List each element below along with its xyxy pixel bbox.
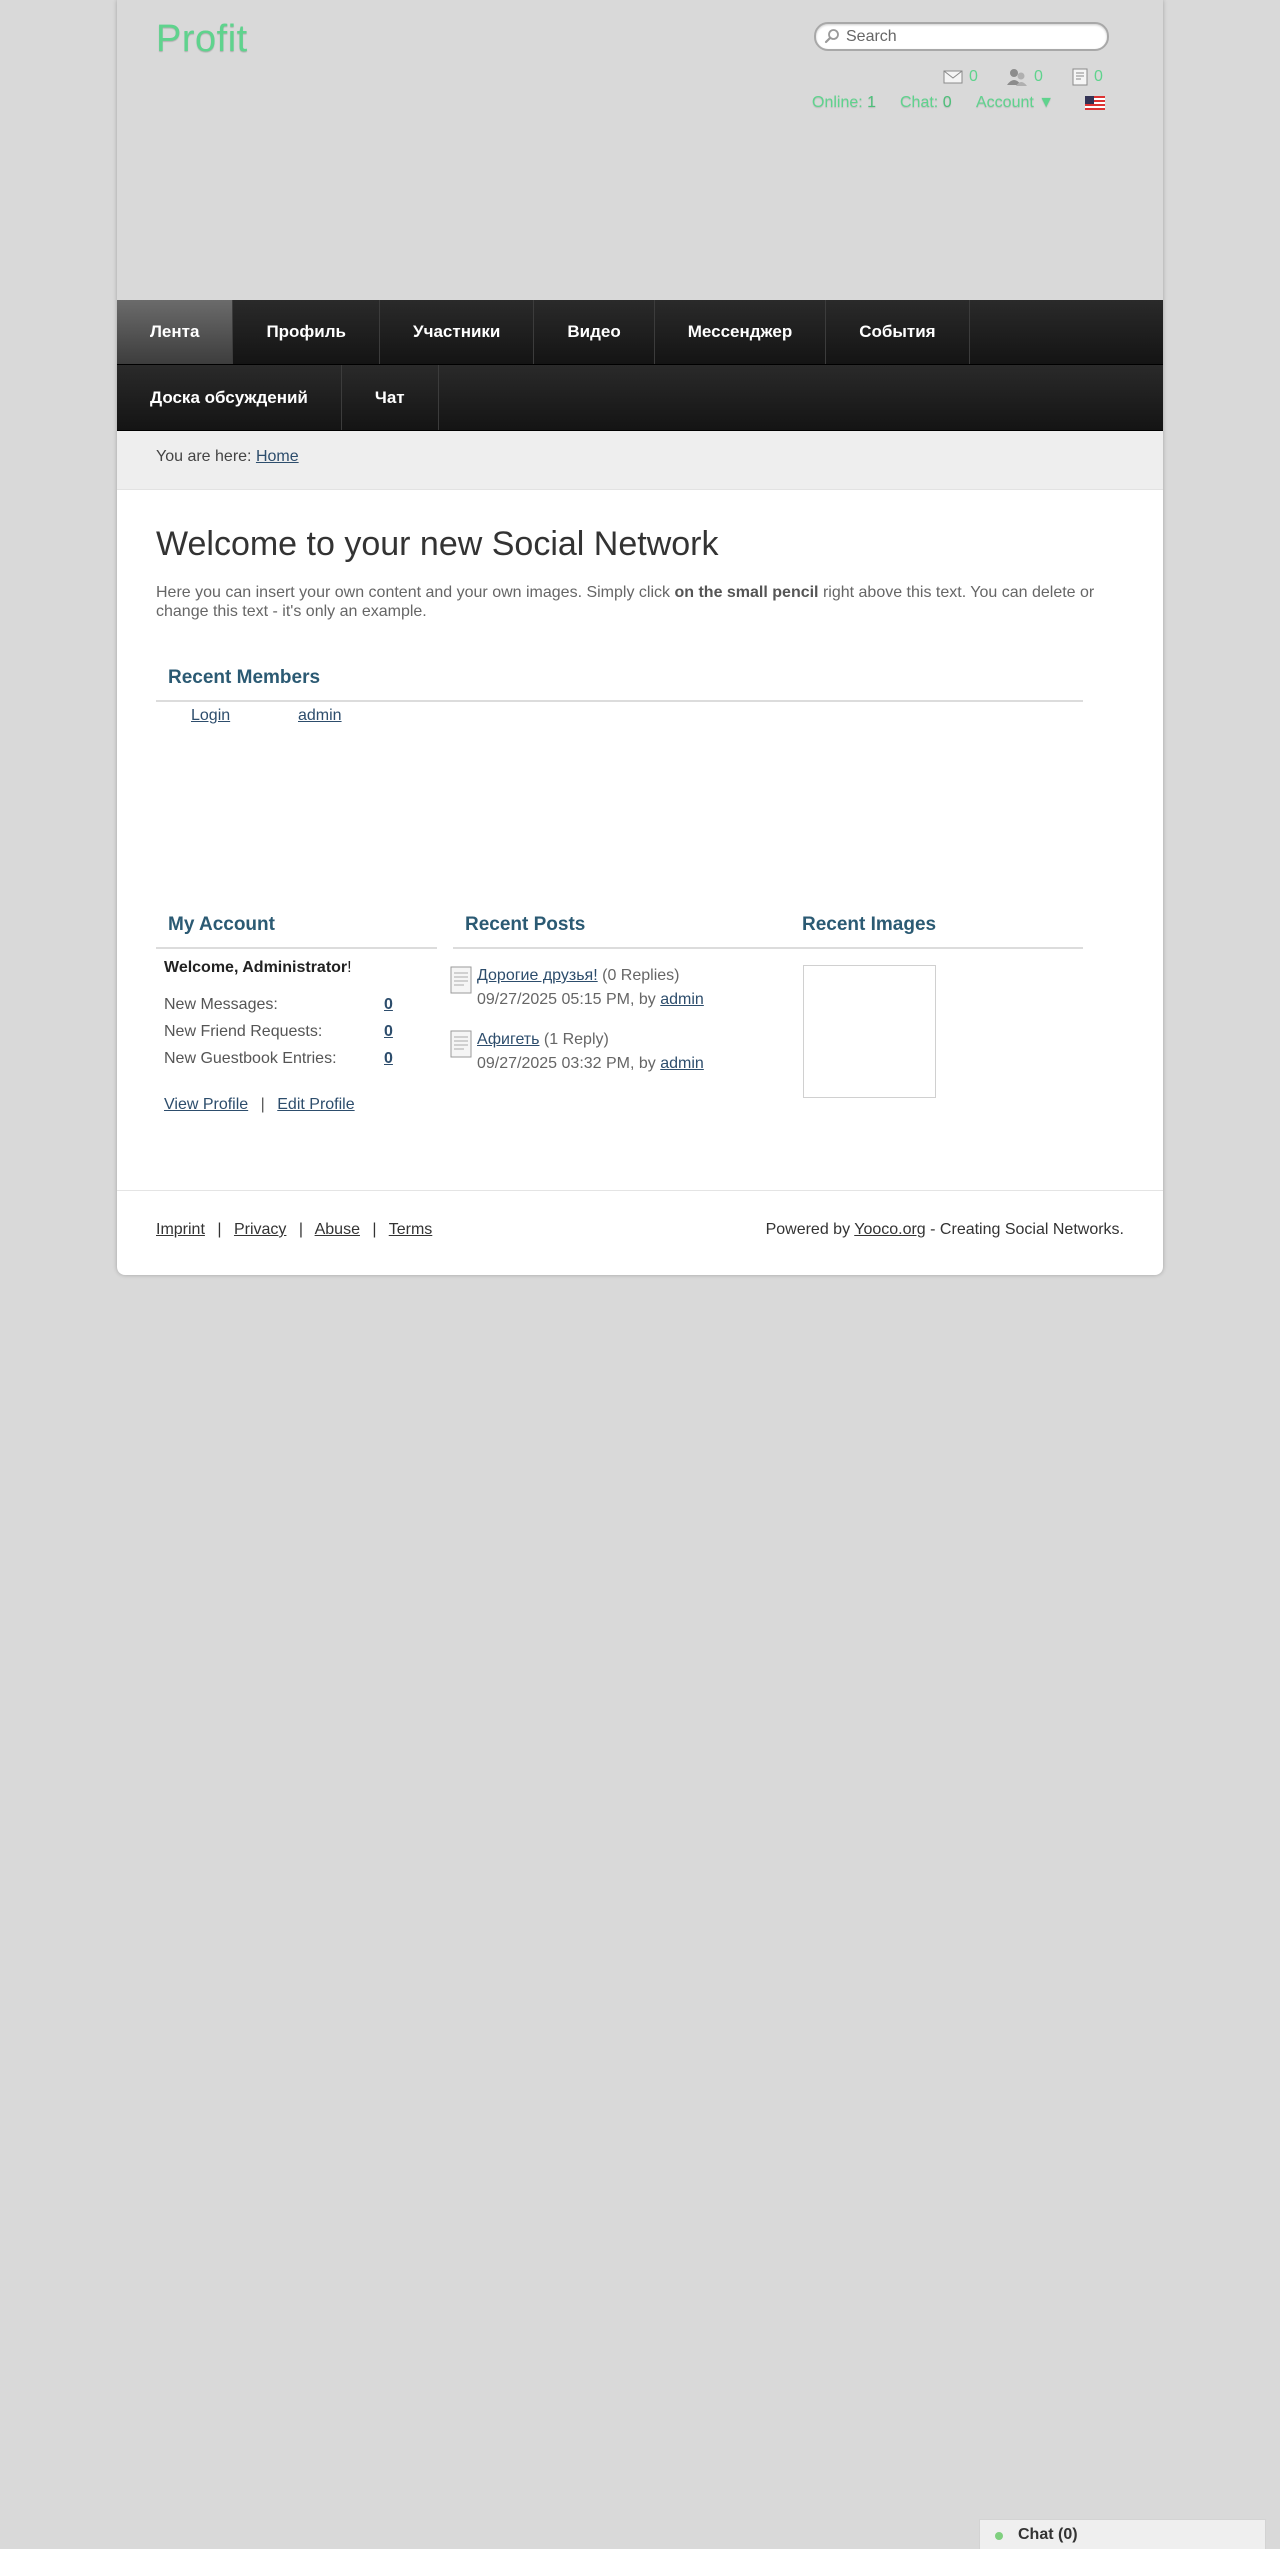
nav-row-2 [117,365,1163,431]
chat-status-dot-icon [995,2532,1003,2540]
chat-bar[interactable] [979,2519,1266,2549]
new-messages-label: New Messages: [164,996,278,1013]
account-links [164,1096,355,1114]
edit-profile-link[interactable]: Edit Profile [277,1096,355,1113]
new-friend-requests-row [164,1023,404,1041]
nav-item-video[interactable]: Видео [534,300,654,364]
search-box[interactable] [814,22,1109,51]
welcome-message [164,959,352,977]
footer-links [156,1221,432,1239]
new-guestbook-entries-count[interactable]: 0 [384,1050,393,1067]
post-date: 09/27/2025 03:32 PM, by [477,1055,656,1072]
member-link-login[interactable]: Login [191,707,231,724]
search-icon [824,28,840,44]
main-navigation [117,300,1163,431]
post-replies: (1 Reply) [543,1031,609,1048]
footer-link-terms[interactable]: Terms [388,1221,433,1238]
welcome-exclamation: ! [347,959,352,976]
chat-label: Chat: [900,94,939,111]
page-title: Welcome to your new Social Network [156,525,719,563]
post-author-link[interactable]: admin [660,1055,704,1072]
footer [117,1190,1163,1275]
footer-link-abuse[interactable]: Abuse [314,1221,360,1238]
friend-requests-count: 0 [1034,68,1043,85]
post-item [462,964,704,1012]
chat-count: 0 [942,94,952,111]
site-logo[interactable]: Profit [156,18,248,60]
post-date: 09/27/2025 05:15 PM, by [477,991,656,1008]
powered-by-prefix: Powered by [765,1221,851,1238]
account-links-separator: | [260,1096,265,1113]
nav-item-members[interactable]: Участники [380,300,534,364]
breadcrumb [117,431,1163,490]
search-input[interactable] [844,26,1099,47]
envelope-icon [943,69,963,85]
new-friend-requests-count[interactable]: 0 [384,1023,393,1040]
welcome-name: Welcome, Administrator [164,959,348,976]
breadcrumb-prefix: You are here: [156,448,252,465]
us-flag-icon[interactable] [1085,96,1105,110]
nav-item-events[interactable]: События [826,300,969,364]
online-status[interactable] [812,94,876,112]
nav-item-feed[interactable]: Лента [117,300,233,364]
new-messages-count[interactable]: 0 [384,996,393,1013]
intro-text-bold: on the small pencil [674,584,819,601]
intro-text [156,583,1116,621]
post-title-link[interactable]: Афигеть [477,1031,540,1048]
powered-by-link[interactable]: Yooco.org [854,1221,926,1238]
nav-row-1 [117,300,1163,365]
my-account-heading: My Account [156,913,437,949]
nav-item-forum[interactable]: Доска обсуждений [117,365,342,430]
footer-separator: | [298,1221,304,1238]
intro-text-end: right above this text. You can delete or change this text - it's only an example. [156,584,1095,620]
messages-counter[interactable] [943,66,978,88]
header [117,0,1163,300]
powered-by [766,1221,1124,1239]
users-icon [1006,68,1028,86]
breadcrumb-home-link[interactable]: Home [255,448,299,465]
powered-by-suffix: - Creating Social Networks. [930,1221,1124,1238]
recent-image-thumbnail[interactable] [803,965,936,1098]
post-author-link[interactable]: admin [660,991,704,1008]
view-profile-link[interactable]: View Profile [164,1096,249,1113]
new-guestbook-entries-row [164,1050,404,1068]
guestbook-count: 0 [1094,68,1103,85]
recent-images-heading: Recent Images [790,913,1083,949]
intro-text-start: Here you can insert your own content and your own images. Simply click [156,584,675,601]
footer-link-privacy[interactable]: Privacy [233,1221,287,1238]
recent-members-heading: Recent Members [156,666,1083,702]
new-friend-requests-label: New Friend Requests: [164,1023,323,1040]
new-guestbook-entries-label: New Guestbook Entries: [164,1050,337,1067]
recent-posts-heading: Recent Posts [453,913,794,949]
page-container [117,0,1163,1275]
chat-bar-label: Chat (0) [1018,2526,1078,2543]
document-icon [450,1030,472,1058]
nav-item-chat[interactable]: Чат [342,365,439,430]
post-replies: (0 Replies) [602,967,680,984]
new-messages-row [164,996,404,1014]
online-label: Online: [812,94,863,111]
footer-separator: | [372,1221,377,1238]
guestbook-icon [1072,68,1088,86]
messages-count: 0 [969,68,978,85]
footer-separator: | [217,1221,222,1238]
chat-status[interactable] [900,94,952,112]
member-link-admin[interactable]: admin [298,707,342,724]
online-count: 1 [867,94,877,111]
footer-link-imprint[interactable]: Imprint [156,1221,205,1238]
guestbook-counter[interactable] [1072,66,1103,88]
nav-item-messenger[interactable]: Мессенджер [655,300,826,364]
friend-requests-counter[interactable] [1006,66,1043,88]
nav-item-profile[interactable]: Профиль [233,300,380,364]
post-title-link[interactable]: Дорогие друзья! [477,967,598,984]
account-menu[interactable]: Account ▼ [976,94,1055,111]
document-icon [450,966,472,994]
post-item [462,1028,704,1076]
